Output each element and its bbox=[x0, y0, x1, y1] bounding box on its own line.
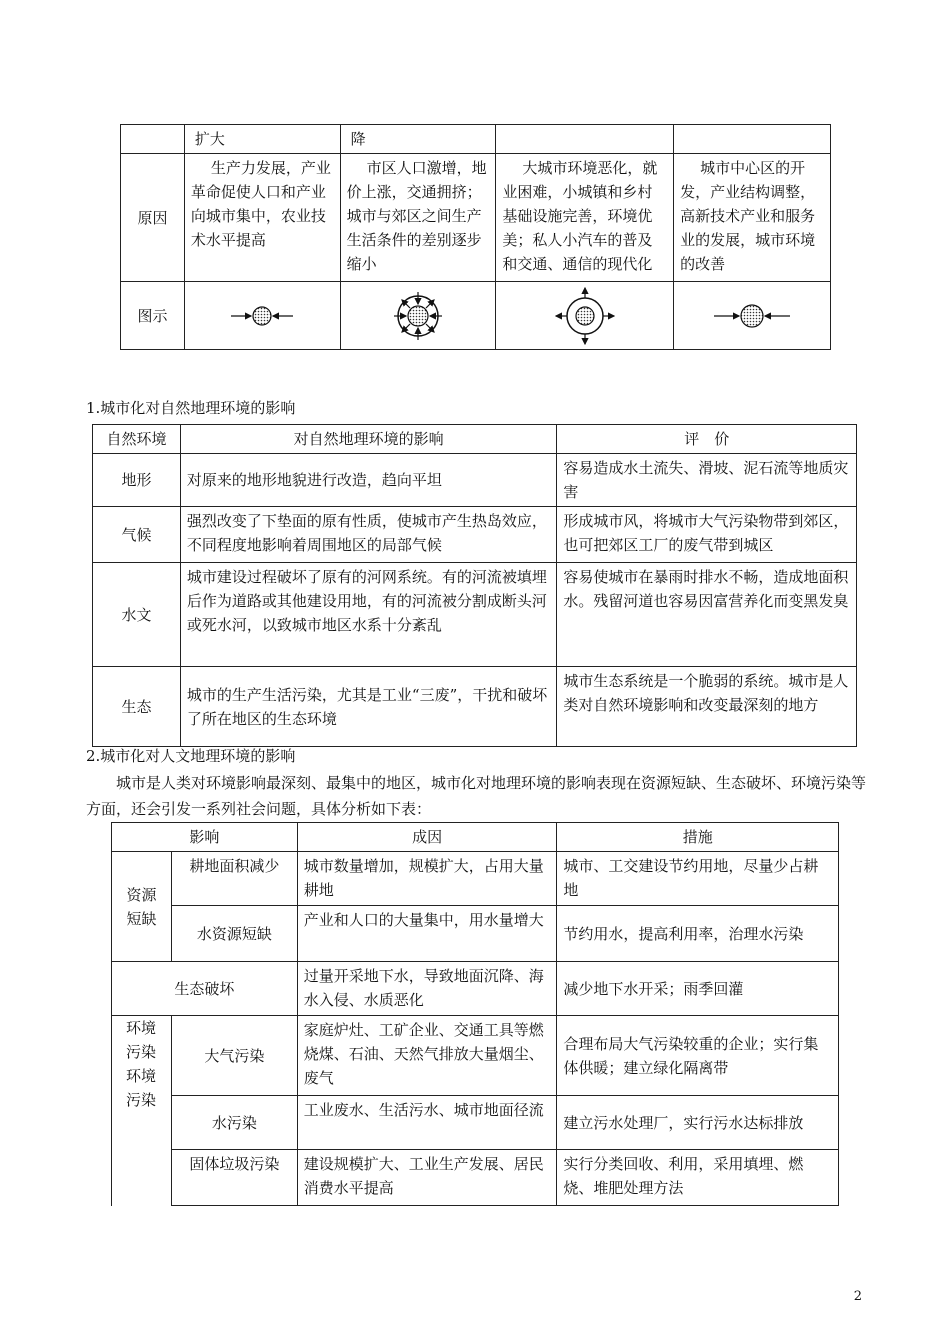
header-cell: 对自然地理环境的影响 bbox=[180, 425, 556, 454]
eval-cell: 容易使城市在暴雨时排水不畅，造成地面积水。残留河道也容易因富营养化而变黑发臭 bbox=[557, 563, 857, 667]
measure-cell: 实行分类回收、利用，采用填埋、燃烧、堆肥处理方法 bbox=[557, 1150, 839, 1206]
page-number: 2 bbox=[853, 1289, 862, 1304]
impact-cell: 城市建设过程破坏了原有的河网系统。有的河流被填埋后作为道路或其他建设用地，有的河流被分割成断头河或死水河，以致城市地区水系十分紊乱 bbox=[180, 563, 556, 667]
reason-cell: 城市中心区的开发，产业结构调整，高新技术产业和服务业的发展，城市环境的改善 bbox=[674, 154, 831, 282]
diagram-counter-urbanization bbox=[496, 282, 674, 350]
natural-environment-table bbox=[92, 424, 857, 747]
env-cell: 水文 bbox=[93, 563, 181, 667]
row-label: 原因 bbox=[121, 154, 185, 282]
impact-cell: 强烈改变了下垫面的原有性质，使城市产生热岛效应，不同程度地影响着周围地区的局部气候 bbox=[180, 507, 556, 563]
item-cell: 耕地面积减少 bbox=[171, 852, 297, 906]
cell bbox=[496, 125, 674, 154]
section-1-title: 1.城市化对自然地理环境的影响 bbox=[86, 399, 296, 417]
cell: 降 bbox=[340, 125, 496, 154]
cause-cell: 产业和人口的大量集中，用水量增大 bbox=[297, 906, 557, 962]
item-cell: 大气污染 bbox=[171, 1016, 297, 1096]
outward-arrows-icon bbox=[553, 286, 617, 346]
ring-arrows-icon bbox=[388, 288, 448, 344]
diagram-suburbanization bbox=[340, 282, 496, 350]
reason-cell: 市区人口激增，地价上涨，交通拥挤；城市与郊区之间生产生活条件的差别逐步缩小 bbox=[340, 154, 496, 282]
header-cell: 影响 bbox=[112, 823, 298, 852]
header-cell: 措施 bbox=[557, 823, 839, 852]
human-environment-table bbox=[111, 822, 839, 1206]
item-cell: 水资源短缺 bbox=[171, 906, 297, 962]
eval-cell: 形成城市风，将城市大气污染物带到郊区，也可把郊区工厂的废气带到城区 bbox=[557, 507, 857, 563]
section-2-title: 2.城市化对人文地理环境的影响 bbox=[86, 747, 296, 765]
cell: 扩大 bbox=[184, 125, 340, 154]
group-label-pollution: 环境污染环境污染 bbox=[112, 1016, 172, 1206]
item-cell: 生态破坏 bbox=[112, 962, 298, 1016]
item-cell: 水污染 bbox=[171, 1096, 297, 1150]
measure-cell: 城市、工交建设节约用地，尽量少占耕地 bbox=[557, 852, 839, 906]
section-2-paragraph: 城市是人类对环境影响最深刻、最集中的地区，城市化对地理环境的影响表现在资源短缺、生态破坏、环境污染等方面，还会引发一系列社会问题，具体分析如下表： bbox=[86, 774, 867, 818]
cause-cell: 建设规模扩大、工业生产发展、居民消费水平提高 bbox=[297, 1150, 557, 1206]
eval-cell: 容易造成水土流失、滑坡、泥石流等地质灾害 bbox=[557, 454, 857, 507]
reason-cell: 大城市环境恶化，就业困难，小城镇和乡村基础设施完善，环境优美；私人小汽车的普及和交通、通信的现代化 bbox=[496, 154, 674, 282]
header-cell: 评 价 bbox=[557, 425, 857, 454]
measure-cell: 减少地下水开采；雨季回灌 bbox=[557, 962, 839, 1016]
cause-cell: 过量开采地下水，导致地面沉降、海水入侵、水质恶化 bbox=[297, 962, 557, 1016]
cell bbox=[121, 125, 185, 154]
inward-arrows-icon bbox=[227, 301, 297, 331]
measure-cell: 合理布局大气污染较重的企业；实行集体供暖；建立绿化隔离带 bbox=[557, 1016, 839, 1096]
cause-cell: 家庭炉灶、工矿企业、交通工具等燃烧煤、石油、天然气排放大量烟尘、废气 bbox=[297, 1016, 557, 1096]
reason-cell: 生产力发展，产业革命促使人口和产业向城市集中，农业技术水平提高 bbox=[184, 154, 340, 282]
row-label: 图示 bbox=[121, 282, 185, 350]
measure-cell: 建立污水处理厂，实行污水达标排放 bbox=[557, 1096, 839, 1150]
inward-arrows-icon bbox=[710, 299, 794, 333]
cause-cell: 工业废水、生活污水、城市地面径流 bbox=[297, 1096, 557, 1150]
eval-cell: 城市生态系统是一个脆弱的系统。城市是人类对自然环境影响和改变最深刻的地方 bbox=[557, 667, 857, 747]
diagram-reurbanization bbox=[674, 282, 831, 350]
cell bbox=[674, 125, 831, 154]
env-cell: 生态 bbox=[93, 667, 181, 747]
header-cell: 自然环境 bbox=[93, 425, 181, 454]
urbanization-stage-table bbox=[120, 124, 831, 350]
impact-cell: 城市的生产生活污染，尤其是工业“三废”，干扰和破坏了所在地区的生态环境 bbox=[180, 667, 556, 747]
cause-cell: 城市数量增加，规模扩大，占用大量耕地 bbox=[297, 852, 557, 906]
measure-cell: 节约用水，提高利用率，治理水污染 bbox=[557, 906, 839, 962]
group-label-resource: 资源短缺 bbox=[112, 852, 172, 962]
header-cell: 成因 bbox=[297, 823, 557, 852]
env-cell: 气候 bbox=[93, 507, 181, 563]
env-cell: 地形 bbox=[93, 454, 181, 507]
item-cell: 固体垃圾污染 bbox=[171, 1150, 297, 1206]
impact-cell: 对原来的地形地貌进行改造，趋向平坦 bbox=[180, 454, 556, 507]
diagram-concentration bbox=[184, 282, 340, 350]
